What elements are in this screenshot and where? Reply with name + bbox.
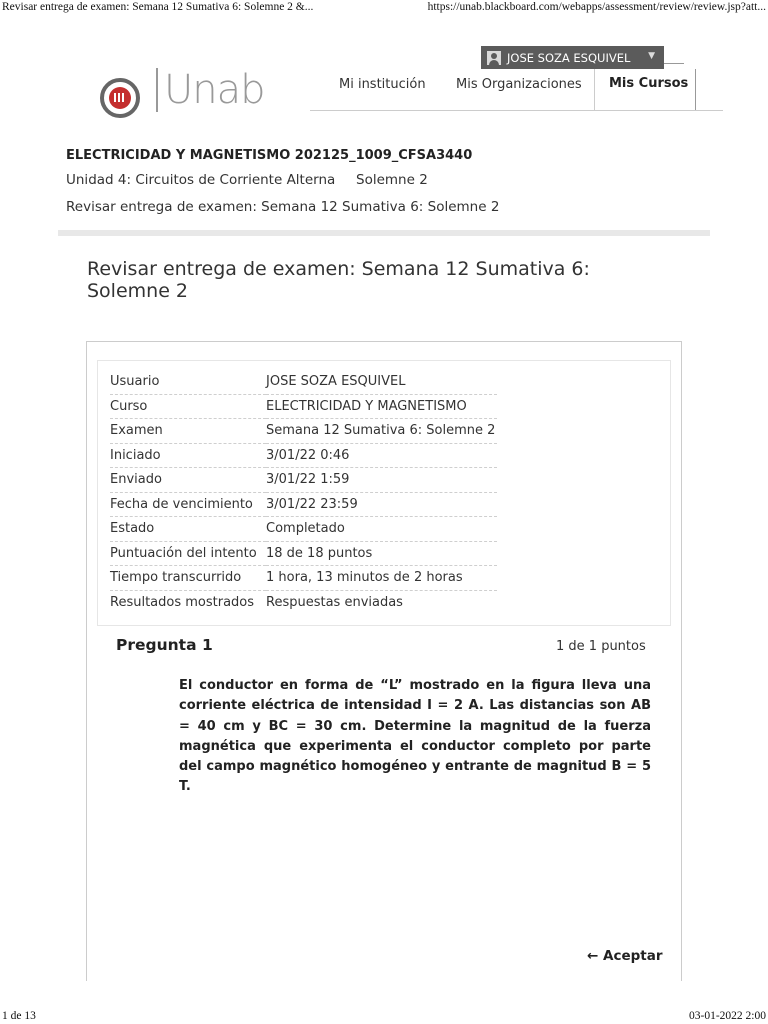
nav-divider <box>310 110 723 111</box>
question-text: El conductor en forma de “L” mostrado en la figura lleva una corriente eléctrica de intensidad I = 2 A. Las distancias son AB = 40 cm y BC = 30 cm. Determine la magnitud de la fuerza magnética que experimenta el conductor completo por parte del campo magnético homogéneo y entrante de magnitud B = 5 T. <box>179 678 651 795</box>
user-name: JOSE SOZA ESQUIVEL <box>507 50 631 65</box>
logo-seal-icon <box>100 78 140 118</box>
table-row: Puntuación del intento 18 de 18 puntos <box>110 541 497 566</box>
table-row: Usuario JOSE SOZA ESQUIVEL <box>110 370 497 394</box>
print-header-title: Revisar entrega de examen: Semana 12 Sumativa 6: Solemne 2 &... <box>2 1 314 13</box>
table-row: Curso ELECTRICIDAD Y MAGNETISMO <box>110 394 497 419</box>
table-row: Iniciado 3/01/22 0:46 <box>110 443 497 468</box>
avatar-icon <box>487 51 501 65</box>
print-page-number: 1 de 13 <box>2 1010 36 1022</box>
user-menu-button[interactable] <box>481 46 664 69</box>
logo-text: Unab <box>156 68 265 112</box>
accept-button[interactable]: ← Aceptar <box>587 948 663 964</box>
breadcrumb-unit[interactable]: Unidad 4: Circuitos de Corriente Alterna <box>66 172 336 188</box>
question-points: 1 de 1 puntos <box>556 639 646 654</box>
print-footer <box>0 1008 768 1024</box>
attempt-summary-table <box>110 370 497 614</box>
table-row: Fecha de vencimiento 3/01/22 23:59 <box>110 492 497 517</box>
table-row: Estado Completado <box>110 517 497 542</box>
table-row: Tiempo transcurrido 1 hora, 13 minutos de 2 horas <box>110 566 497 591</box>
nav-mi-institucion[interactable]: Mi institución <box>339 77 426 92</box>
breadcrumb-current-page: Revisar entrega de examen: Semana 12 Sumativa 6: Solemne 2 <box>66 199 500 215</box>
user-menu-divider <box>664 63 684 64</box>
print-date: 03-01-2022 2:00 <box>689 1010 766 1022</box>
print-header <box>0 0 768 16</box>
page-title: Revisar entrega de examen: Semana 12 Sumativa 6: Solemne 2 <box>87 258 590 302</box>
breadcrumb-solemne[interactable]: Solemne 2 <box>356 172 428 188</box>
nav-mis-cursos-label: Mis Cursos <box>609 76 689 91</box>
nav-mis-cursos[interactable] <box>594 69 696 111</box>
table-row: Examen Semana 12 Sumativa 6: Solemne 2 <box>110 419 497 444</box>
nav-mis-organizaciones[interactable]: Mis Organizaciones <box>456 77 582 92</box>
print-header-url: https://unab.blackboard.com/webapps/assessment/review/review.jsp?att... <box>427 1 766 13</box>
course-title[interactable]: ELECTRICIDAD Y MAGNETISMO 202125_1009_CFSA3440 <box>66 148 473 163</box>
header-divider <box>58 230 710 236</box>
table-row: Resultados mostrados Respuestas enviadas <box>110 594 403 610</box>
chevron-down-icon: ▼ <box>648 51 655 61</box>
question-title: Pregunta 1 <box>116 636 213 654</box>
table-row: Enviado 3/01/22 1:59 <box>110 468 497 493</box>
